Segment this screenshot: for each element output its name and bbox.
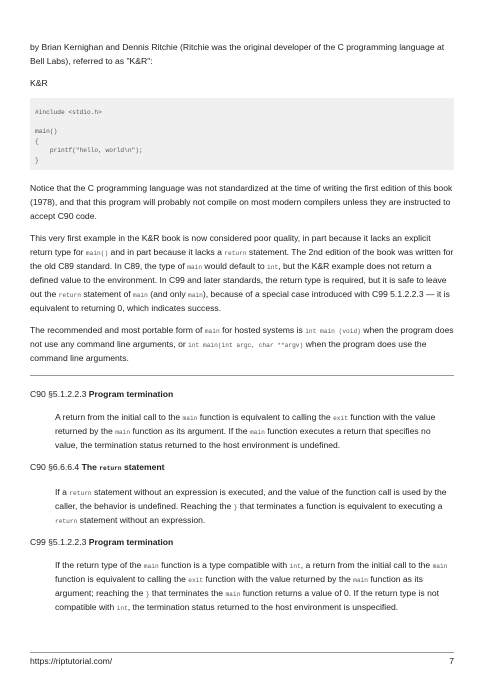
recommended-paragraph: The recommended and most portable form of main for hosted systems is int main (void) when the program does not use any command line arguments, or int main(int argc, char **argv) when the program does use the command line arguments. — [30, 324, 454, 363]
inline-code: main — [182, 414, 198, 422]
inline-code: return — [69, 489, 92, 497]
inline-code: return — [55, 517, 78, 525]
footer-url[interactable]: https://riptutorial.com/ — [30, 656, 113, 666]
code-block — [30, 98, 454, 170]
inline-code: main — [353, 576, 369, 584]
footer-divider — [30, 652, 454, 653]
inline-code: } — [233, 503, 238, 511]
inline-code: main — [225, 590, 241, 598]
inline-code: main — [432, 562, 448, 570]
inline-code: exit — [333, 414, 348, 422]
section-heading: C90 §5.1.2.2.3 Program termination — [30, 388, 174, 399]
section-heading: C99 §5.1.2.2.3 Program termination — [30, 536, 174, 547]
code-line — [35, 118, 449, 128]
inline-code: return — [58, 291, 81, 299]
notice-paragraph: Notice that the C programming language was not standardized at the time of writing the first edition of this book (1978), and that this program will probably not compile on most modern compilers unless they are instructed to accept C90 code. — [30, 182, 453, 221]
inline-code: int — [289, 562, 301, 570]
intro-paragraph: by Brian Kernighan and Dennis Ritchie (Ritchie was the original developer of the C programming language at Bell Labs), referred to as "K&R": — [30, 42, 445, 66]
inline-code: int — [267, 263, 279, 271]
section-divider — [30, 375, 454, 376]
inline-code: } — [145, 590, 150, 598]
code-line: #include <stdio.h> — [35, 109, 102, 116]
quote-paragraph: If the return type of the main function is a type compatible with int, a return from the initial call to the main function is equivalent to calling the exit function with the value returned by the main function as its argument; reaching the } that terminates the main function returns a value of 0. If the return type is not compatible with int, the termination status returned to the host environment is unspecified. — [55, 559, 448, 612]
first-example-paragraph: This very first example in the K&R book is now considered poor quality, in part because it lacks an explicit return type for main() and in part because it lacks a return statement. The 2nd edition of the book was written for the old C89 standard. In C89, the type of main would default to int, but the K&R example does not return a defined value to the environment. In C99 and later standards, the return type is required, but it is safe to leave out the return statement of main (and only main), because of a special case introduced with C99 5.1.2.2.3 — it is equivalent to returning 0, which indicates success. — [30, 232, 454, 313]
inline-code: main — [187, 263, 203, 271]
inline-code: main — [188, 291, 203, 299]
code-line: } — [35, 156, 39, 164]
inline-code: return — [224, 249, 247, 257]
inline-code: main — [204, 327, 220, 335]
inline-code: exit — [188, 576, 204, 584]
inline-code: int — [116, 604, 128, 612]
kr-label: K&R — [30, 78, 48, 88]
inline-code: return — [99, 464, 122, 472]
code-line: { — [35, 137, 39, 145]
inline-code: main — [143, 562, 159, 570]
quote-paragraph: A return from the initial call to the main function is equivalent to calling the exit function with the value returned by the main function as its argument. If the main function executes a return that specifies no value, the termination status returned to the host environment is undefined. — [55, 411, 436, 450]
section-heading: C90 §6.6.6.4 The return statement — [30, 461, 165, 472]
code-line: main() — [35, 128, 58, 136]
page-number: 7 — [449, 656, 454, 666]
inline-code: main — [115, 428, 131, 436]
inline-code: int main(int argc, char **argv) — [188, 341, 304, 349]
page-content — [30, 40, 454, 622]
code-line: printf("hello, world\n"); — [35, 147, 143, 155]
inline-code: main — [249, 428, 265, 436]
inline-code: main — [133, 291, 148, 299]
quote-paragraph: If a return statement without an expression is executed, and the value of the function call is used by the caller, the behavior is undefined. Reaching the } that terminates a function is equivalent to executing a return statement without an expression. — [55, 486, 447, 525]
inline-code: int main (void) — [305, 327, 361, 335]
inline-code: main() — [85, 249, 109, 257]
